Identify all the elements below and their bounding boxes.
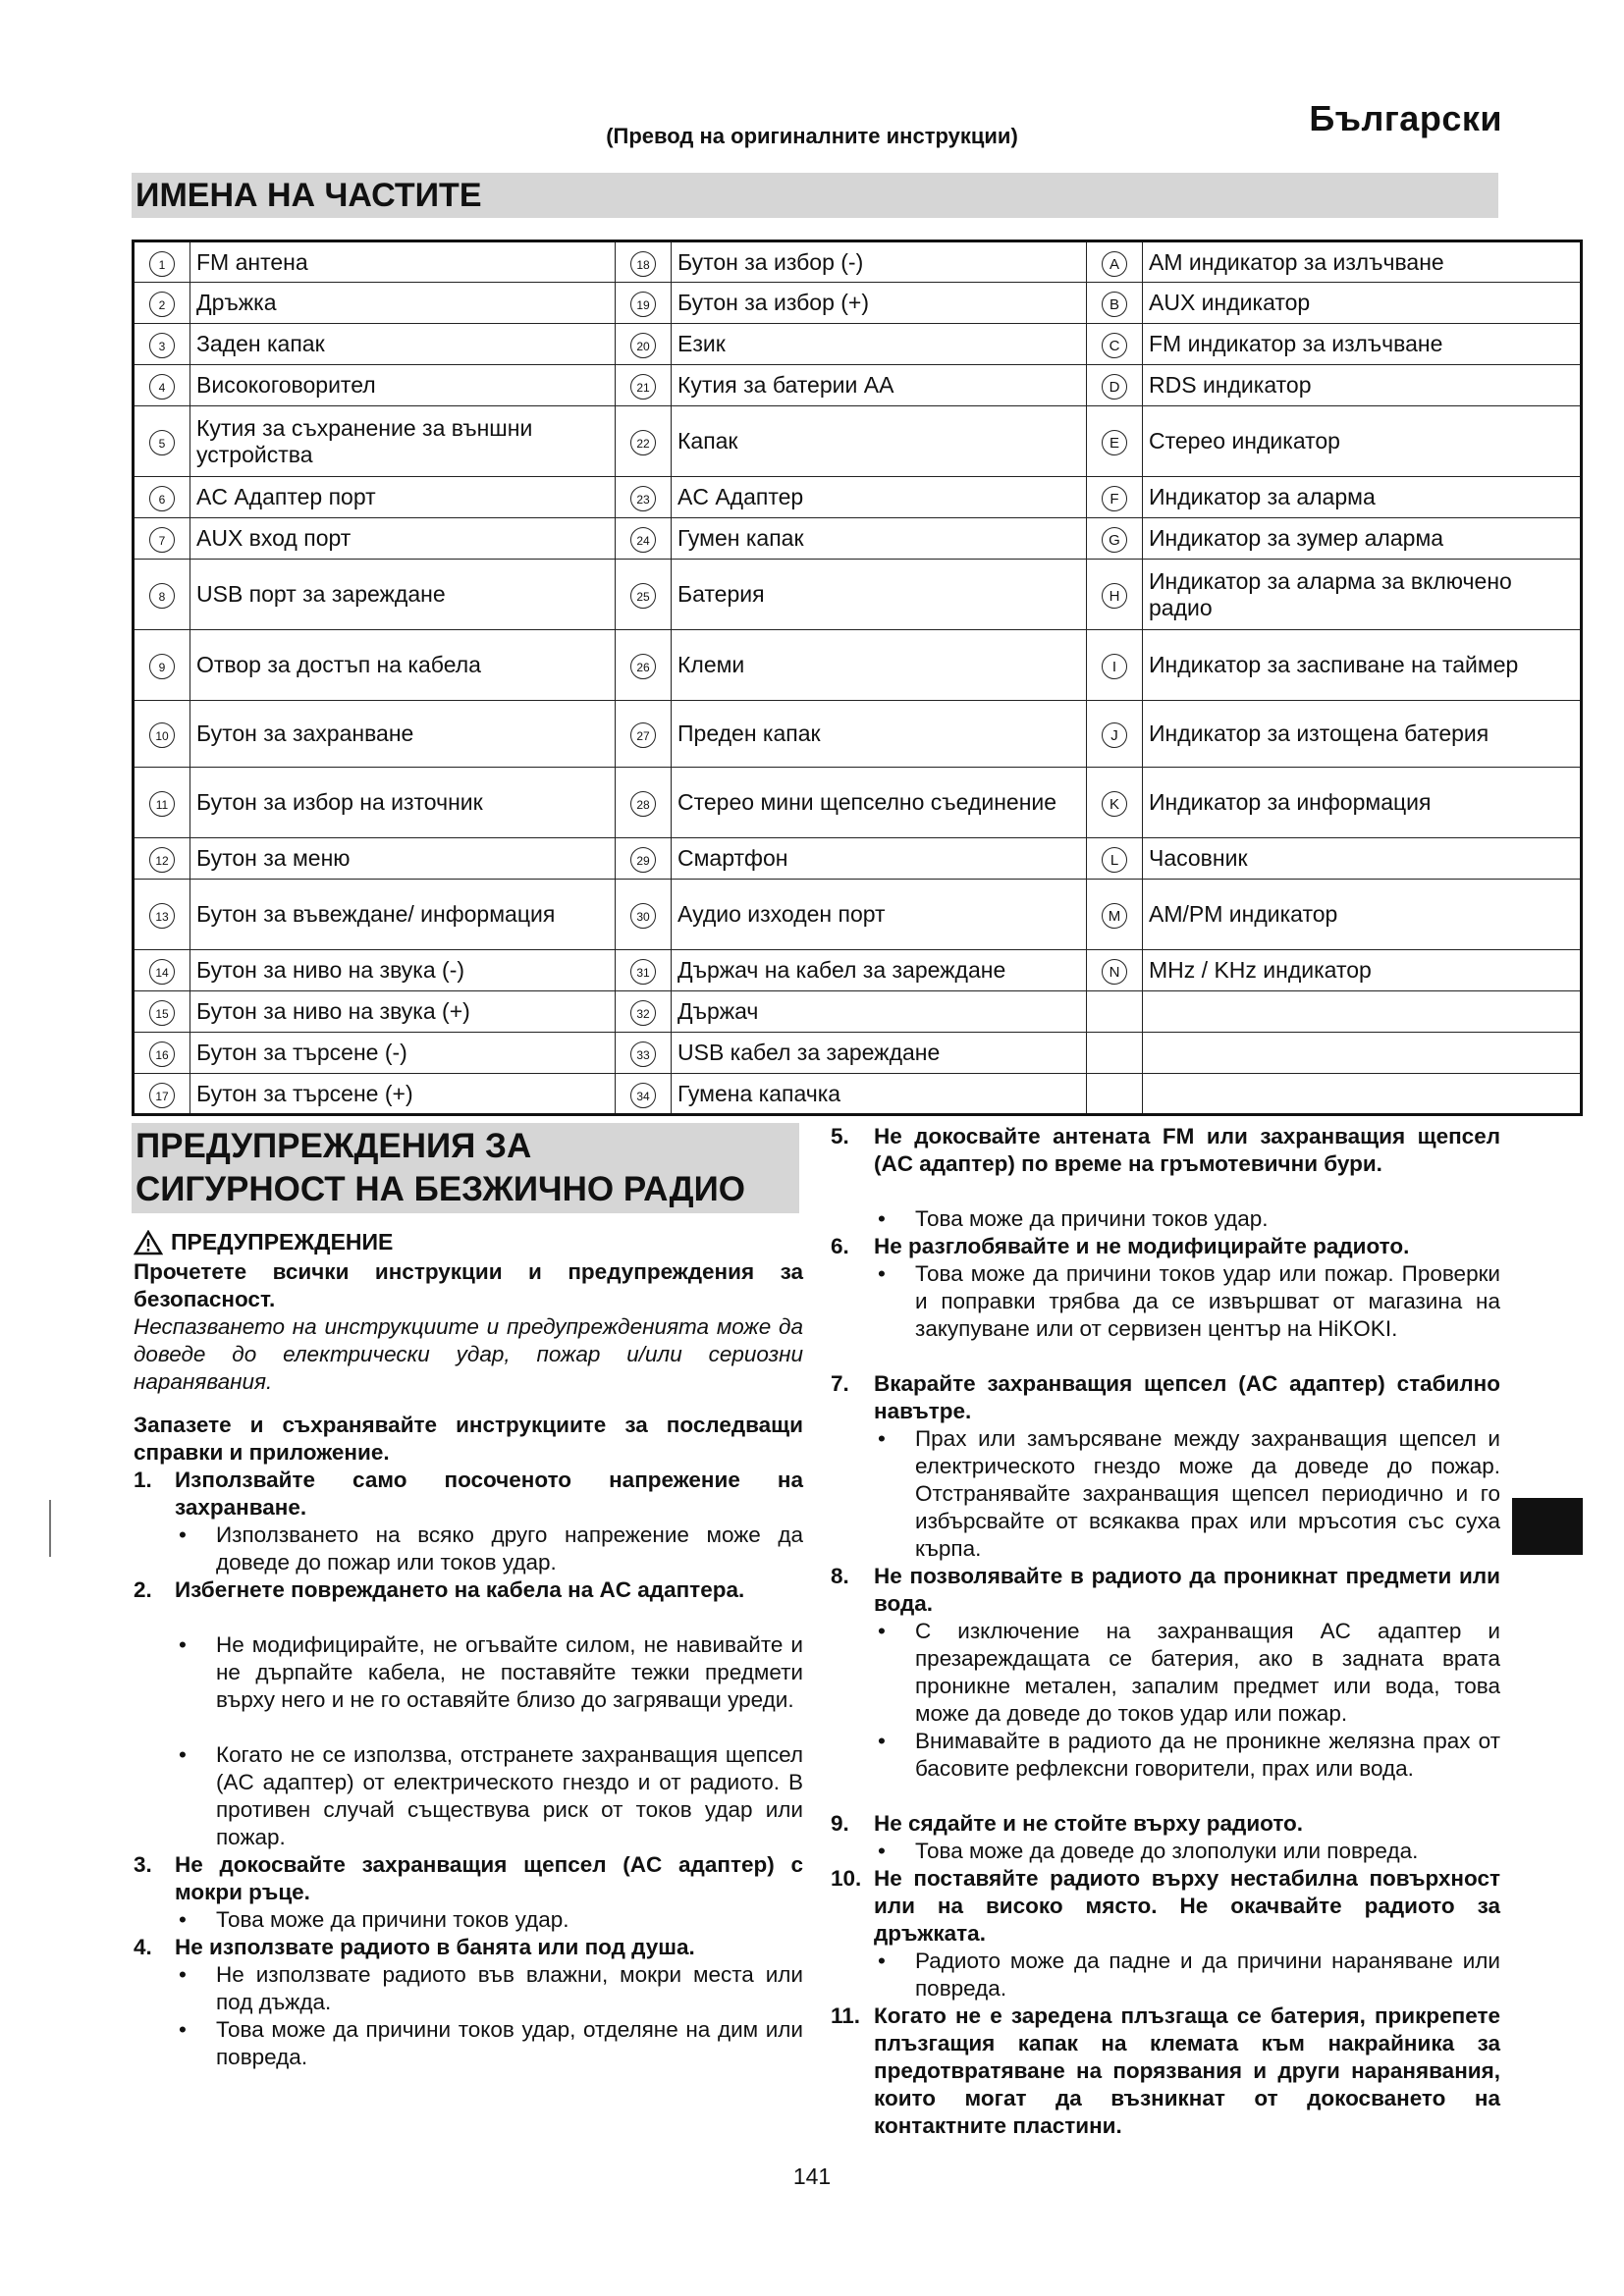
read-all-instruction: Прочетете всички инструкции и предупреждения за безопасност. xyxy=(134,1259,803,1311)
part-name-cell xyxy=(1143,518,1582,560)
parts-row xyxy=(134,406,1582,477)
part-number-badge: 21 xyxy=(630,374,656,400)
part-number-cell xyxy=(616,560,672,630)
part-name: Гумен капак xyxy=(677,525,804,551)
part-number-cell xyxy=(1087,1074,1143,1115)
part-name-cell xyxy=(190,283,616,324)
part-number-badge: 33 xyxy=(630,1041,656,1067)
item-9-title: Не сядайте и не стойте върху радиото. xyxy=(874,1811,1304,1836)
part-name: AC Адаптер xyxy=(677,484,804,509)
parts-table xyxy=(132,240,1583,1116)
part-name-cell xyxy=(1143,630,1582,701)
part-number-cell xyxy=(616,1074,672,1115)
item-8-number: 8. xyxy=(831,1564,849,1588)
part-number-badge: 14 xyxy=(149,959,175,985)
item-11-title: Когато не е заредена плъзгаща се батерия, прикрепете плъзгащия капак на клемата към накрайника за предотвратяване на порязвания и други наранявания, които могат да възникнат от докосването на контактните пластини. xyxy=(874,2003,1500,2138)
part-name: Кутия за батерии AA xyxy=(677,372,894,398)
part-number-cell xyxy=(616,1033,672,1074)
part-number-cell xyxy=(134,406,190,477)
item-6-bullet-1: • Това може да причини токов удар или пожар. Проверки и поправки трябва да се извършват от магазина на закупуване или от сервизен център на HiKOKI. xyxy=(915,1260,1500,1343)
part-number-cell xyxy=(616,241,672,283)
part-name-cell xyxy=(672,838,1087,880)
part-number-cell xyxy=(616,630,672,701)
part-number-cell xyxy=(1087,241,1143,283)
part-name-cell xyxy=(672,241,1087,283)
part-number-cell xyxy=(134,950,190,991)
parts-row xyxy=(134,701,1582,768)
part-number-badge: 26 xyxy=(630,654,656,679)
keep-instructions: Запазете и съхранявайте инструкциите за последващи справки и приложение. xyxy=(134,1413,803,1465)
part-number-badge: 7 xyxy=(149,527,175,553)
item-6-title: Не разглобявайте и не модифицирайте радиото. xyxy=(874,1234,1410,1258)
part-name-cell xyxy=(190,365,616,406)
part-name: Батерия xyxy=(677,581,765,607)
part-name: Държач xyxy=(677,998,759,1024)
part-name-cell xyxy=(190,991,616,1033)
part-number-cell xyxy=(134,768,190,838)
part-number-cell xyxy=(616,950,672,991)
part-number-cell xyxy=(1087,701,1143,768)
part-number-cell xyxy=(1087,991,1143,1033)
item-4-number: 4. xyxy=(134,1935,152,1959)
part-name-cell xyxy=(190,838,616,880)
part-name: Стерео индикатор xyxy=(1149,428,1340,454)
part-number-cell xyxy=(616,518,672,560)
language-edge-tab xyxy=(1512,1498,1583,1555)
parts-row xyxy=(134,630,1582,701)
item-8-bullet-2: • Внимавайте в радиото да не проникне желязна прах от басовите рефлексни говорители, прах или вода. xyxy=(915,1728,1500,1783)
item-1-bullet-1: • Използването на всяко друго напрежение може да доведе до пожар или токов удар. xyxy=(216,1522,803,1576)
part-number-badge: D xyxy=(1102,374,1127,400)
part-name: Клеми xyxy=(677,652,745,677)
part-name: AUX индикатор xyxy=(1149,290,1311,315)
part-number-badge: 25 xyxy=(630,583,656,609)
item-2-title: Избегнете повреждането на кабела на AC адаптера. xyxy=(175,1577,745,1602)
parts-row xyxy=(134,365,1582,406)
part-name: FM индикатор за излъчване xyxy=(1149,331,1443,356)
item-2-number: 2. xyxy=(134,1577,152,1602)
item-6-number: 6. xyxy=(831,1234,849,1258)
parts-row xyxy=(134,518,1582,560)
part-name: Стерео мини щепселно съединение xyxy=(677,789,1057,815)
item-10-number: 10. xyxy=(831,1866,862,1891)
part-number-badge: 20 xyxy=(630,333,656,358)
part-name: Аудио изходен порт xyxy=(677,901,886,927)
part-number-badge: 16 xyxy=(149,1041,175,1067)
part-name: Бутон за меню xyxy=(196,845,351,871)
parts-row xyxy=(134,560,1582,630)
item-10-bullet-1: • Радиото може да падне и да причини нараняване или повреда. xyxy=(915,1948,1500,2002)
part-number-badge: 2 xyxy=(149,292,175,317)
part-name: AC Адаптер порт xyxy=(196,484,376,509)
part-number-cell xyxy=(616,991,672,1033)
part-name-cell xyxy=(672,630,1087,701)
parts-row xyxy=(134,991,1582,1033)
part-name-cell xyxy=(1143,880,1582,950)
part-number-cell xyxy=(616,880,672,950)
part-name-cell xyxy=(1143,241,1582,283)
failure-note: Неспазването на инструкциите и предупрежденията може да доведе до електрически удар, пожар и/или сериозни наранявания. xyxy=(134,1314,803,1394)
part-name-cell xyxy=(672,991,1087,1033)
part-number-cell xyxy=(616,283,672,324)
part-name: Гумена капачка xyxy=(677,1080,841,1106)
item-4-bullet-1: • Не използвате радиото във влажни, мокри места или под дъжда. xyxy=(216,1961,803,2016)
part-name-cell xyxy=(190,406,616,477)
part-number-cell xyxy=(616,838,672,880)
part-name: USB кабел за зареждане xyxy=(677,1040,941,1065)
part-name-cell xyxy=(672,950,1087,991)
part-name: Бутон за търсене (-) xyxy=(196,1040,407,1065)
part-number-badge: 3 xyxy=(149,333,175,358)
safety-title-line2: СИГУРНОСТ НА БЕЗЖИЧНО РАДИО xyxy=(135,1170,745,1208)
part-name-cell xyxy=(1143,1074,1582,1115)
parts-row xyxy=(134,838,1582,880)
safety-title-line1: ПРЕДУПРЕЖДЕНИЯ ЗА xyxy=(135,1127,532,1165)
part-name: Бутон за избор на източник xyxy=(196,789,483,815)
part-number-cell xyxy=(134,365,190,406)
item-4-bullet-2: • Това може да причини токов удар, отделяне на дим или повреда. xyxy=(216,2016,803,2071)
item-5-title: Не докосвайте антената FM или захранващия щепсел (AC адаптер) по време на гръмотевични бури. xyxy=(874,1124,1500,1176)
part-name-cell xyxy=(672,365,1087,406)
item-7-title: Вкарайте захранващия щепсел (AC адаптер) стабилно навътре. xyxy=(874,1371,1500,1423)
part-number-cell xyxy=(134,283,190,324)
part-name: MHz / KHz индикатор xyxy=(1149,957,1372,983)
part-name: Високоговорител xyxy=(196,372,376,398)
part-number-cell xyxy=(616,477,672,518)
part-number-cell xyxy=(134,518,190,560)
part-number-cell xyxy=(1087,768,1143,838)
part-number-cell xyxy=(616,365,672,406)
part-name-cell xyxy=(1143,701,1582,768)
part-number-badge: K xyxy=(1102,791,1127,817)
parts-row xyxy=(134,880,1582,950)
part-name: AM/PM индикатор xyxy=(1149,901,1338,927)
part-number-cell xyxy=(1087,518,1143,560)
part-number-badge: 1 xyxy=(149,251,175,277)
item-1-number: 1. xyxy=(134,1468,152,1492)
part-number-badge: 13 xyxy=(149,903,175,929)
parts-row xyxy=(134,477,1582,518)
warning-label: ПРЕДУПРЕЖДЕНИЕ xyxy=(171,1229,394,1255)
part-name: AM индикатор за излъчване xyxy=(1149,248,1444,275)
parts-row xyxy=(134,1033,1582,1074)
part-name: Индикатор за изтощена батерия xyxy=(1149,721,1489,746)
part-name-cell xyxy=(672,518,1087,560)
part-name-cell xyxy=(1143,406,1582,477)
part-name: Бутон за търсене (+) xyxy=(196,1080,413,1106)
part-number-cell xyxy=(134,324,190,365)
part-name-cell xyxy=(1143,560,1582,630)
part-name: Часовник xyxy=(1149,845,1248,871)
part-name: Индикатор за зумер аларма xyxy=(1149,525,1444,551)
parts-row xyxy=(134,283,1582,324)
part-number-badge: 4 xyxy=(149,374,175,400)
part-number-badge: 32 xyxy=(630,1000,656,1026)
part-name: Кутия за съхранение за външни устройства xyxy=(196,414,533,467)
part-name: FM антена xyxy=(196,248,308,275)
part-name-cell xyxy=(672,406,1087,477)
item-5-number: 5. xyxy=(831,1124,849,1148)
parts-row xyxy=(134,768,1582,838)
part-name-cell xyxy=(1143,838,1582,880)
part-number-badge: J xyxy=(1102,722,1127,748)
part-name-cell xyxy=(672,283,1087,324)
part-name-cell xyxy=(1143,477,1582,518)
part-number-cell xyxy=(134,1033,190,1074)
part-name-cell xyxy=(190,518,616,560)
language-label: Български xyxy=(1309,98,1502,138)
part-name-cell xyxy=(190,241,616,283)
part-number-cell xyxy=(1087,1033,1143,1074)
warning-heading xyxy=(134,1229,393,1255)
item-7-number: 7. xyxy=(831,1371,849,1396)
part-name-cell xyxy=(1143,365,1582,406)
part-name-cell xyxy=(1143,283,1582,324)
part-name: Индикатор за аларма xyxy=(1149,484,1376,509)
part-name-cell xyxy=(672,477,1087,518)
part-name-cell xyxy=(672,1033,1087,1074)
part-name: USB порт за зареждане xyxy=(196,581,446,607)
part-name: Отвор за достъп на кабела xyxy=(196,652,481,677)
part-name: Индикатор за информация xyxy=(1149,789,1432,815)
part-name: Индикатор за аларма за включено радио xyxy=(1149,567,1512,620)
part-name: Държач на кабел за зареждане xyxy=(677,957,1006,983)
part-name: Бутон за въвеждане/ информация xyxy=(196,901,556,927)
item-1-title: Използвайте само посоченото напрежение на захранване. xyxy=(175,1468,803,1520)
part-number-badge: H xyxy=(1102,583,1127,609)
translation-subtitle: (Превод на оригиналните инструкции) xyxy=(606,124,1018,148)
part-name: Заден капак xyxy=(196,331,325,356)
part-name-cell xyxy=(1143,1033,1582,1074)
part-number-cell xyxy=(616,701,672,768)
part-name: AUX вход порт xyxy=(196,525,352,551)
part-name-cell xyxy=(672,560,1087,630)
part-number-cell xyxy=(134,991,190,1033)
part-name: Дръжка xyxy=(196,290,277,315)
part-number-cell xyxy=(134,701,190,768)
item-9-bullet-1: • Това може да доведе до злополуки или повреда. xyxy=(915,1838,1500,1865)
part-number-badge: F xyxy=(1102,486,1127,511)
part-name-cell xyxy=(1143,991,1582,1033)
part-name-cell xyxy=(672,880,1087,950)
part-number-cell xyxy=(134,630,190,701)
part-name-cell xyxy=(1143,324,1582,365)
part-name-cell xyxy=(190,560,616,630)
part-number-badge: 23 xyxy=(630,486,656,511)
part-number-badge: 10 xyxy=(149,722,175,748)
part-name: Бутон за избор (-) xyxy=(677,248,864,275)
part-number-badge: 8 xyxy=(149,583,175,609)
part-name: Индикатор за заспиване на таймер xyxy=(1149,652,1519,677)
part-number-cell xyxy=(134,241,190,283)
part-number-badge: 28 xyxy=(630,791,656,817)
part-number-cell xyxy=(1087,365,1143,406)
part-number-cell xyxy=(134,880,190,950)
item-2-bullet-2: • Когато не се използва, отстранете захранващия щепсел (AC адаптер) от електрическото гнездо и от радиото. В противен случай съществува риск от токов удар или пожар. xyxy=(216,1741,803,1851)
part-number-cell xyxy=(1087,838,1143,880)
part-number-cell xyxy=(1087,560,1143,630)
part-number-badge: 17 xyxy=(149,1083,175,1108)
part-number-cell xyxy=(616,406,672,477)
part-number-badge: 31 xyxy=(630,959,656,985)
part-name-cell xyxy=(190,950,616,991)
part-number-badge: A xyxy=(1102,251,1127,277)
item-5-bullet-1: • Това може да причини токов удар. xyxy=(915,1205,1500,1233)
part-number-badge: 22 xyxy=(630,430,656,455)
parts-section-title: ИМЕНА НА ЧАСТИТЕ xyxy=(132,173,1498,218)
part-name-cell xyxy=(190,880,616,950)
part-number-cell xyxy=(1087,880,1143,950)
part-number-cell xyxy=(1087,630,1143,701)
part-number-badge: G xyxy=(1102,527,1127,553)
part-name: Бутон за ниво на звука (+) xyxy=(196,998,470,1024)
part-number-badge: 12 xyxy=(149,847,175,873)
part-number-badge: B xyxy=(1102,292,1127,317)
part-number-cell xyxy=(134,477,190,518)
part-number-cell xyxy=(134,838,190,880)
part-name-cell xyxy=(1143,768,1582,838)
part-name-cell xyxy=(672,324,1087,365)
item-3-bullet-1: • Това може да причини токов удар. xyxy=(216,1906,803,1934)
item-8-title: Не позволявайте в радиото да проникнат предмети или вода. xyxy=(874,1564,1500,1616)
part-name-cell xyxy=(190,1074,616,1115)
part-name-cell xyxy=(1143,950,1582,991)
part-name: Бутон за избор (+) xyxy=(677,290,870,315)
part-number-cell xyxy=(134,560,190,630)
part-name: Капак xyxy=(677,428,738,454)
part-number-badge: 15 xyxy=(149,1000,175,1026)
part-number-badge: 29 xyxy=(630,847,656,873)
part-number-badge: L xyxy=(1102,847,1127,873)
parts-row xyxy=(134,1074,1582,1115)
parts-row xyxy=(134,950,1582,991)
item-10-title: Не поставяйте радиото върху нестабилна повърхност или на високо място. Не окачвайте радиото за дръжката. xyxy=(874,1866,1500,1946)
item-8-bullet-1: • С изключение на захранващия AC адаптер и презареждащата се батерия, ако в задната врата проникне метален, запалим предмет или вода, това може да доведе до токов удар или пожар. xyxy=(915,1618,1500,1728)
part-name: Смартфон xyxy=(677,845,788,871)
part-number-cell xyxy=(616,768,672,838)
part-number-badge: 11 xyxy=(149,791,175,817)
part-number-badge: 18 xyxy=(630,251,656,277)
part-number-badge: N xyxy=(1102,959,1127,985)
part-name: Преден капак xyxy=(677,721,821,746)
part-name-cell xyxy=(190,768,616,838)
part-name-cell xyxy=(190,701,616,768)
item-3-title: Не докосвайте захранващия щепсел (AC адаптер) с мокри ръце. xyxy=(175,1852,803,1904)
part-number-badge: 27 xyxy=(630,722,656,748)
parts-row xyxy=(134,324,1582,365)
item-11-number: 11. xyxy=(831,2003,861,2028)
part-number-badge: 6 xyxy=(149,486,175,511)
part-number-badge: E xyxy=(1102,430,1127,455)
part-name-cell xyxy=(190,477,616,518)
part-number-cell xyxy=(134,1074,190,1115)
part-name-cell xyxy=(190,630,616,701)
part-number-cell xyxy=(1087,324,1143,365)
part-number-badge: 19 xyxy=(630,292,656,317)
part-name: RDS индикатор xyxy=(1149,372,1312,398)
part-name: Бутон за захранване xyxy=(196,721,414,746)
safety-section-title xyxy=(132,1123,799,1213)
part-name-cell xyxy=(672,768,1087,838)
part-name-cell xyxy=(190,324,616,365)
item-9-number: 9. xyxy=(831,1811,849,1836)
part-number-badge: I xyxy=(1102,654,1127,679)
part-name: Език xyxy=(677,331,726,356)
item-3-number: 3. xyxy=(134,1852,152,1877)
item-2-bullet-1: • Не модифицирайте, не огъвайте силом, не навивайте и не дърпайте кабела, не поставяйте тежки предмети върху него и не го оставяйте близо до загряващи уреди. xyxy=(216,1631,803,1714)
part-number-badge: 34 xyxy=(630,1083,656,1108)
part-number-badge: 5 xyxy=(149,430,175,455)
part-number-cell xyxy=(1087,283,1143,324)
part-number-badge: M xyxy=(1102,903,1127,929)
part-number-badge: 24 xyxy=(630,527,656,553)
part-number-badge: 30 xyxy=(630,903,656,929)
parts-row xyxy=(134,241,1582,283)
part-name: Бутон за ниво на звука (-) xyxy=(196,957,465,983)
part-number-badge: C xyxy=(1102,333,1127,358)
part-number-cell xyxy=(1087,950,1143,991)
part-name-cell xyxy=(672,1074,1087,1115)
part-name-cell xyxy=(672,701,1087,768)
item-7-bullet-1: • Прах или замърсяване между захранващия щепсел и електрическото гнездо може да доведе до пожар. Отстранявайте захранващия щепсел периодично и го избърсвайте от всякаква прах или мръсотия със суха кърпа. xyxy=(915,1425,1500,1563)
part-number-badge: 9 xyxy=(149,654,175,679)
part-name-cell xyxy=(190,1033,616,1074)
page-number: 141 xyxy=(792,2163,832,2189)
item-4-title: Не използвате радиото в банята или под душа. xyxy=(175,1935,695,1959)
part-number-cell xyxy=(1087,477,1143,518)
part-number-cell xyxy=(1087,406,1143,477)
warning-triangle-icon xyxy=(134,1230,163,1255)
margin-mark xyxy=(49,1500,51,1557)
part-number-cell xyxy=(616,324,672,365)
